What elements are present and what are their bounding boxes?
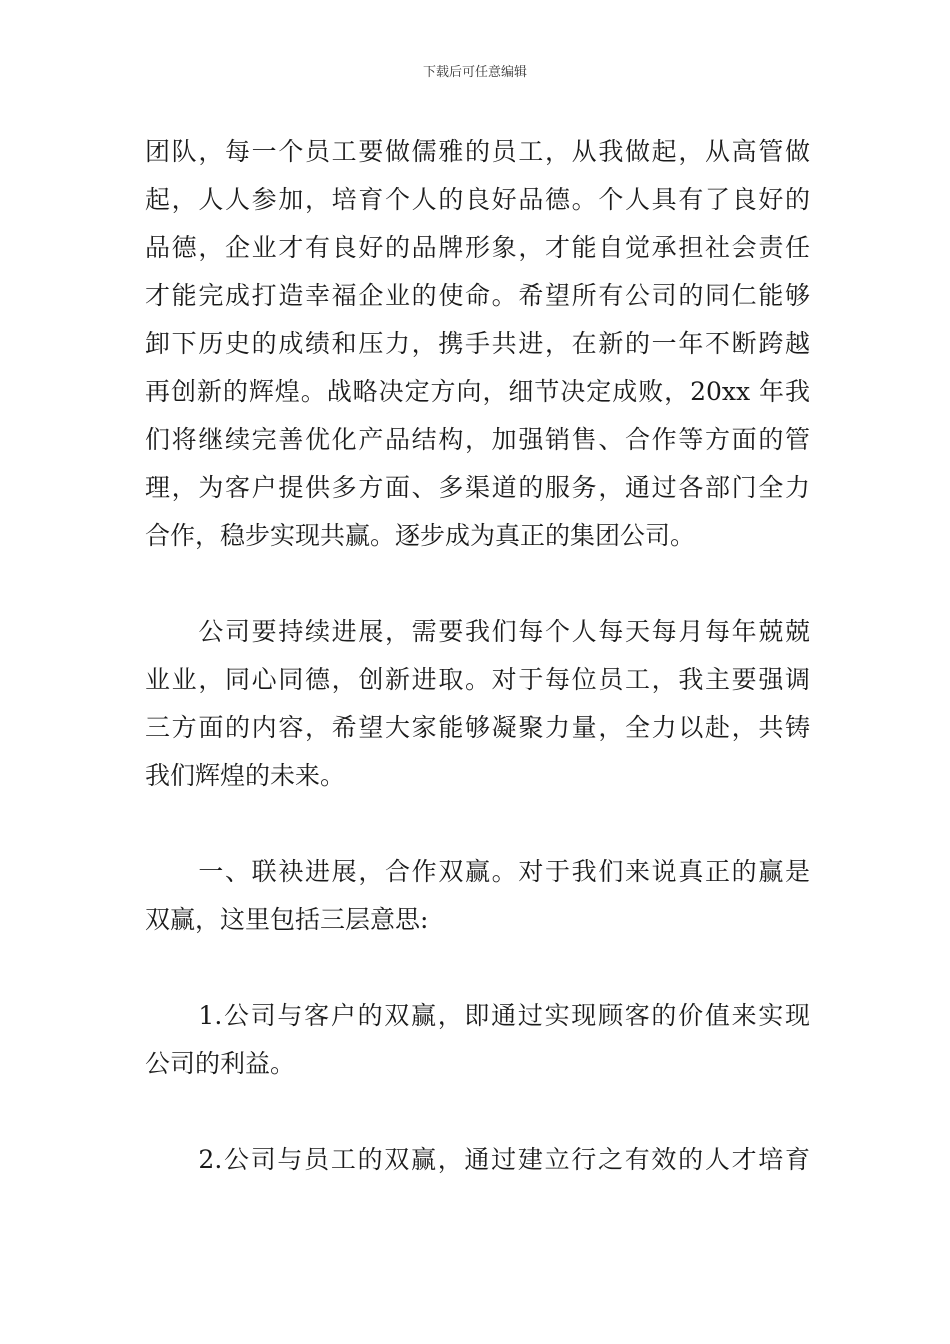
text-line: 业业，同心同德，创新进取。对于每位员工，我主要强调 (145, 665, 810, 694)
text-line: 公司的利益。 (145, 1049, 296, 1078)
document-body (145, 128, 810, 1184)
page-header-note: 下载后可任意编辑 (422, 65, 527, 80)
text-line: 三方面的内容，希望大家能够凝聚力量，全力以赴，共铸 (145, 713, 810, 742)
text-line: 双赢，这里包括三层意思: (145, 905, 429, 934)
text-line: 一、联袂进展，合作双赢。对于我们来说真正的赢是 (145, 857, 810, 886)
paragraph-gap (145, 1088, 810, 1136)
text-line: 1.公司与客户的双赢，即通过实现顾客的价值来实现 (145, 1001, 810, 1030)
paragraph-gap (145, 800, 810, 848)
paragraph-4 (145, 992, 810, 1088)
text-line: 们将继续完善优化产品结构，加强销售、合作等方面的管 (145, 425, 810, 454)
text-line: 我们辉煌的未来。 (145, 761, 346, 790)
text-line: 合作，稳步实现共赢。逐步成为真正的集团公司。 (145, 521, 696, 550)
text-line: 2.公司与员工的双赢，通过建立行之有效的人才培育 (145, 1145, 810, 1174)
text-line: 再创新的辉煌。战略决定方向，细节决定成败，20xx 年我 (145, 377, 810, 406)
paragraph-gap (145, 944, 810, 992)
paragraph-3 (145, 848, 810, 944)
text-line: 卸下历史的成绩和压力，携手共进，在新的一年不断跨越 (145, 329, 810, 358)
text-line: 团队，每一个员工要做儒雅的员工，从我做起，从高管做 (145, 137, 810, 166)
text-line: 品德，企业才有良好的品牌形象，才能自觉承担社会责任 (145, 233, 810, 262)
text-line: 起，人人参加，培育个人的良好品德。个人具有了良好的 (145, 185, 810, 214)
text-line: 才能完成打造幸福企业的使命。希望所有公司的同仁能够 (145, 281, 810, 310)
paragraph-1 (145, 128, 810, 560)
paragraph-5 (145, 1136, 810, 1184)
paragraph-2 (145, 608, 810, 800)
paragraph-gap (145, 560, 810, 608)
text-line: 理，为客户提供多方面、多渠道的服务，通过各部门全力 (145, 473, 810, 502)
text-line: 公司要持续进展，需要我们每个人每天每月每年兢兢 (145, 617, 810, 646)
